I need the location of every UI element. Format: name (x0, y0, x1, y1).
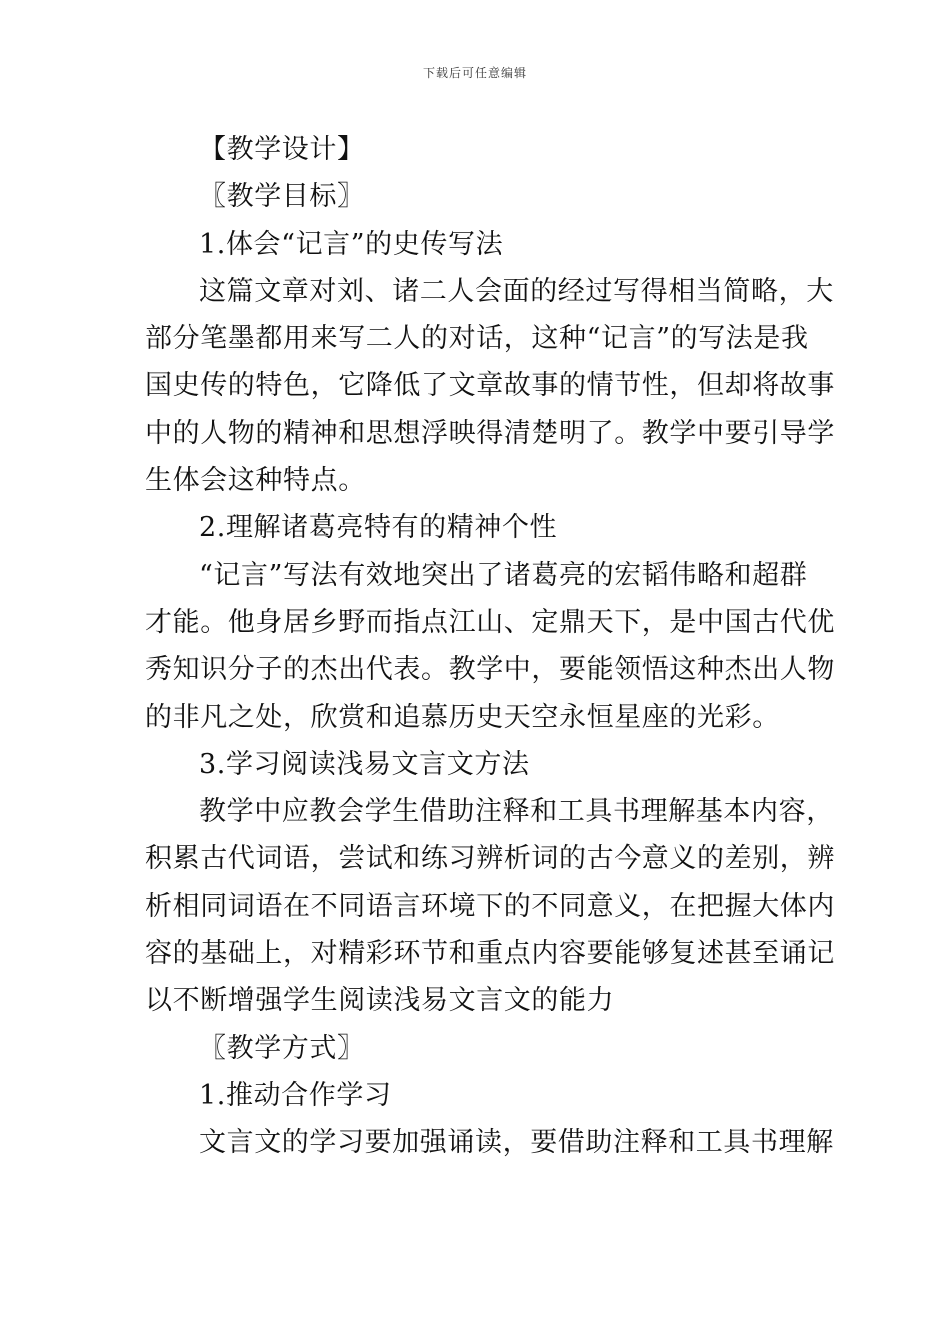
text-line: 3.学习阅读浅易文言文方法 (199, 748, 530, 780)
text-line: 〖教学方式〗 (199, 1032, 365, 1064)
text-line: 秀知识分子的杰出代表。教学中，要能领悟这种杰出人物 (145, 654, 835, 686)
text-line: 部分笔墨都用来写二人的对话，这种“记言”的写法是我 (145, 323, 809, 355)
text-line: 1.体会“记言”的史传写法 (199, 228, 504, 260)
text-line: 1.推动合作学习 (199, 1079, 392, 1111)
text-line: 2.理解诸葛亮特有的精神个性 (199, 512, 558, 544)
text-line: 析相同词语在不同语言环境下的不同意义，在把握大体内 (145, 890, 835, 922)
document-body (145, 126, 835, 1167)
text-line: 的非凡之处，欣赏和追慕历史天空永恒星座的光彩。 (145, 701, 780, 733)
text-line: 容的基础上，对精彩环节和重点内容要能够复述甚至诵记 (145, 938, 835, 970)
text-line: 这篇文章对刘、诸二人会面的经过写得相当简略，大 (199, 275, 834, 307)
text-line: 文言文的学习要加强诵读，要借助注释和工具书理解 (199, 1127, 834, 1159)
text-line: 以不断增强学生阅读浅易文言文的能力 (145, 985, 615, 1017)
text-line: 国史传的特色，它降低了文章故事的情节性，但却将故事 (145, 370, 835, 402)
page-header-note: 下载后可任意编辑 (422, 66, 527, 80)
text-line: 中的人物的精神和思想浮映得清楚明了。教学中要引导学 (145, 417, 835, 449)
text-line: 【教学设计】 (199, 134, 365, 165)
text-line: “记言”写法有效地突出了诸葛亮的宏韬伟略和超群 (199, 559, 808, 591)
text-line: 〖教学目标〗 (199, 181, 365, 213)
text-line: 教学中应教会学生借助注释和工具书理解基本内容， (199, 796, 834, 828)
text-line: 生体会这种特点。 (145, 465, 366, 497)
text-line: 才能。他身居乡野而指点江山、定鼎天下，是中国古代优 (145, 606, 835, 638)
text-line: 积累古代词语，尝试和练习辨析词的古今意义的差别，辨 (145, 843, 835, 875)
